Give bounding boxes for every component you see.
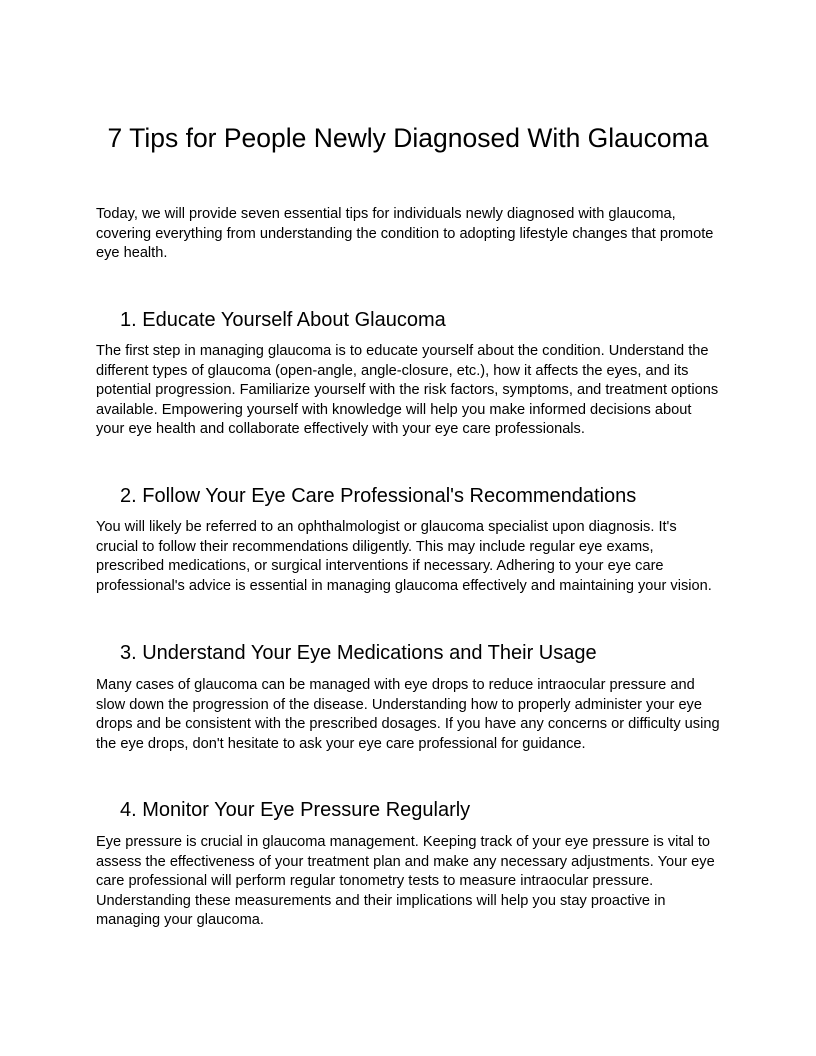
section-body-3: Many cases of glaucoma can be managed with eye drops to reduce intraocular pressure and slow down the progression of the disease. Understanding how to properly administer your eye drops and be consistent with the prescribed dosages. If you have any concerns or difficulty using the eye drops, don't hesitate to ask your eye care professional for guidance.: [96, 677, 720, 752]
section-body-2: You will likely be referred to an ophthalmologist or glaucoma specialist upon diagnosis. It's crucial to follow their recommendations diligently. This may include regular eye exams, prescribed medications, or surgical interventions if necessary. Adhering to your eye care professional's advice is essential in managing glaucoma effectively and maintaining your vision.: [96, 519, 712, 594]
section-body-1: The first step in managing glaucoma is to educate yourself about the condition. Understand the different types of glaucoma (open-angle, angle-closure, etc.), how it affects the eyes, and its potential progression. Familiarize yourself with the risk factors, symptoms, and treatment options available. Empowering yourself with knowledge will help you make informed decisions about your eye health and collaborate effectively with your eye care professionals.: [96, 343, 719, 437]
section-body-4: Eye pressure is crucial in glaucoma management. Keeping track of your eye pressure is vital to assess the effectiveness of your treatment plan and make any necessary adjustments. Your eye care professional will perform regular tonometry tests to measure intraocular pressure. Understanding these measurements and their implications will help you stay proactive in managing your glaucoma.: [96, 834, 715, 928]
section-heading-4: 4. Monitor Your Eye Pressure Regularly: [120, 799, 471, 821]
document-title: 7 Tips for People Newly Diagnosed With Glaucoma: [107, 123, 709, 153]
section-heading-3: 3. Understand Your Eye Medications and Their Usage: [120, 642, 597, 664]
intro-paragraph: Today, we will provide seven essential tips for individuals newly diagnosed with glaucoma, covering everything from understanding the condition to adopting lifestyle changes that promote eye health.: [96, 206, 714, 261]
section-heading-1: 1. Educate Yourself About Glaucoma: [120, 309, 446, 331]
section-heading-2: 2. Follow Your Eye Care Professional's Recommendations: [120, 485, 637, 507]
